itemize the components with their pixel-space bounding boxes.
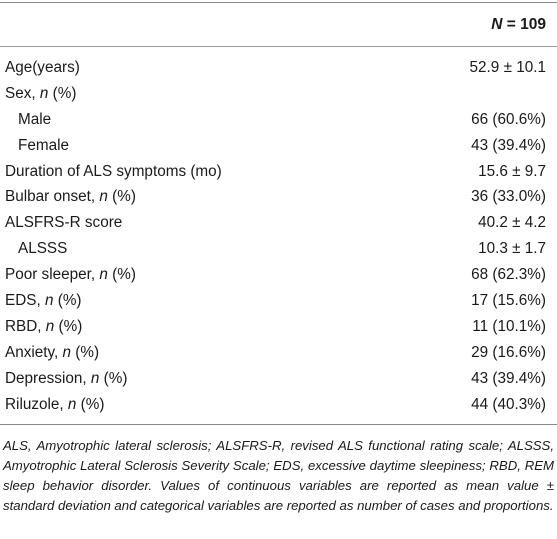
- sample-size-symbol: N: [491, 16, 503, 33]
- table-row: [0, 184, 557, 210]
- row-label-suffix: (%): [53, 292, 82, 310]
- table-top-rule: [0, 2, 557, 3]
- table-row: [0, 262, 557, 288]
- table-header-row: [0, 13, 557, 37]
- row-label-text: EDS,: [5, 292, 45, 310]
- row-label: [5, 314, 82, 340]
- row-label: [5, 184, 136, 210]
- row-label-n: n: [62, 343, 72, 361]
- sample-size-header: [491, 13, 546, 37]
- row-label-text: Poor sleeper,: [5, 266, 100, 284]
- row-label: [18, 133, 69, 159]
- row-label-suffix: (%): [76, 395, 105, 413]
- row-value: 11 (10.1%): [472, 317, 546, 335]
- row-label: [5, 392, 104, 418]
- table-row: [0, 366, 557, 392]
- row-label-text: Sex,: [5, 84, 40, 102]
- table-bottom-rule: [0, 424, 557, 425]
- table-row: [0, 55, 557, 81]
- row-label: [5, 55, 80, 81]
- table-row: [0, 159, 557, 185]
- row-label-text: Anxiety,: [5, 343, 63, 361]
- row-label-n: n: [44, 292, 54, 310]
- row-label: [5, 340, 99, 366]
- row-label-text: ALSSS: [18, 240, 68, 258]
- row-label-n: n: [39, 84, 49, 102]
- row-label-text: ALSFRS-R score: [5, 214, 123, 232]
- row-label: [5, 159, 222, 185]
- table-row: [0, 392, 557, 418]
- row-value: 52.9 ± 10.1: [469, 59, 546, 76]
- row-value: 40.2 ± 4.2: [478, 214, 546, 232]
- row-label: [18, 236, 67, 262]
- table-row: [0, 288, 557, 314]
- row-label-n: n: [90, 369, 100, 387]
- row-label-n: n: [99, 188, 108, 206]
- table-footnote: ALS, Amyotrophic lateral sclerosis; ALSFRS-R, revised ALS functional rating scale; ALSSS, Amyotrophic Lateral Sclerosis Severity Scale; EDS, excessive daytime sleepiness; RBD, REM sleep behavior disorder. Values of continuous variables are reported as mean value ± standard deviation and categorical variables are reported as number of cases and proportions.: [3, 438, 554, 513]
- table-row: [0, 107, 557, 133]
- table-header-rule: [0, 46, 557, 47]
- row-label-suffix: (%): [107, 188, 136, 206]
- sample-size-value: = 109: [502, 16, 546, 33]
- row-label-text: Depression,: [5, 369, 91, 387]
- row-label-text: Age(years): [5, 59, 80, 76]
- row-value: 66 (60.6%): [471, 110, 546, 128]
- table-row: [0, 210, 557, 236]
- row-value: 29 (16.6%): [471, 343, 546, 361]
- row-label-text: Female: [18, 136, 70, 154]
- row-label-text: Riluzole,: [5, 395, 68, 413]
- table-row: [0, 314, 557, 340]
- row-value: 43 (39.4%): [471, 136, 546, 154]
- row-value: 15.6 ± 9.7: [478, 162, 546, 180]
- table-row: [0, 81, 557, 107]
- row-value: 44 (40.3%): [471, 395, 546, 413]
- row-value: 43 (39.4%): [471, 369, 546, 387]
- row-label-suffix: (%): [99, 369, 128, 387]
- row-value: 68 (62.3%): [471, 266, 546, 284]
- row-value: 10.3 ± 1.7: [478, 240, 546, 258]
- row-label-suffix: (%): [54, 317, 83, 335]
- row-label-text: RBD,: [5, 317, 46, 335]
- row-label-n: n: [99, 266, 108, 284]
- row-label-text: Duration of ALS symptoms (mo): [5, 162, 222, 180]
- row-value: 17 (15.6%): [471, 292, 546, 310]
- row-label: [5, 366, 127, 392]
- row-label-n: n: [45, 317, 55, 335]
- row-label: [5, 81, 76, 107]
- row-label-n: n: [67, 395, 77, 413]
- row-label: [18, 107, 51, 133]
- row-label-suffix: (%): [71, 343, 100, 361]
- row-label-suffix: (%): [48, 84, 77, 102]
- table-row: [0, 133, 557, 159]
- row-label-text: Bulbar onset,: [5, 188, 100, 206]
- table-body: [0, 55, 557, 417]
- row-label: [5, 262, 136, 288]
- row-value: 36 (33.0%): [471, 188, 546, 206]
- row-label-text: Male: [18, 110, 52, 128]
- row-label: [5, 210, 122, 236]
- table-row: [0, 340, 557, 366]
- row-label: [5, 288, 82, 314]
- row-label-suffix: (%): [107, 266, 136, 284]
- table-row: [0, 236, 557, 262]
